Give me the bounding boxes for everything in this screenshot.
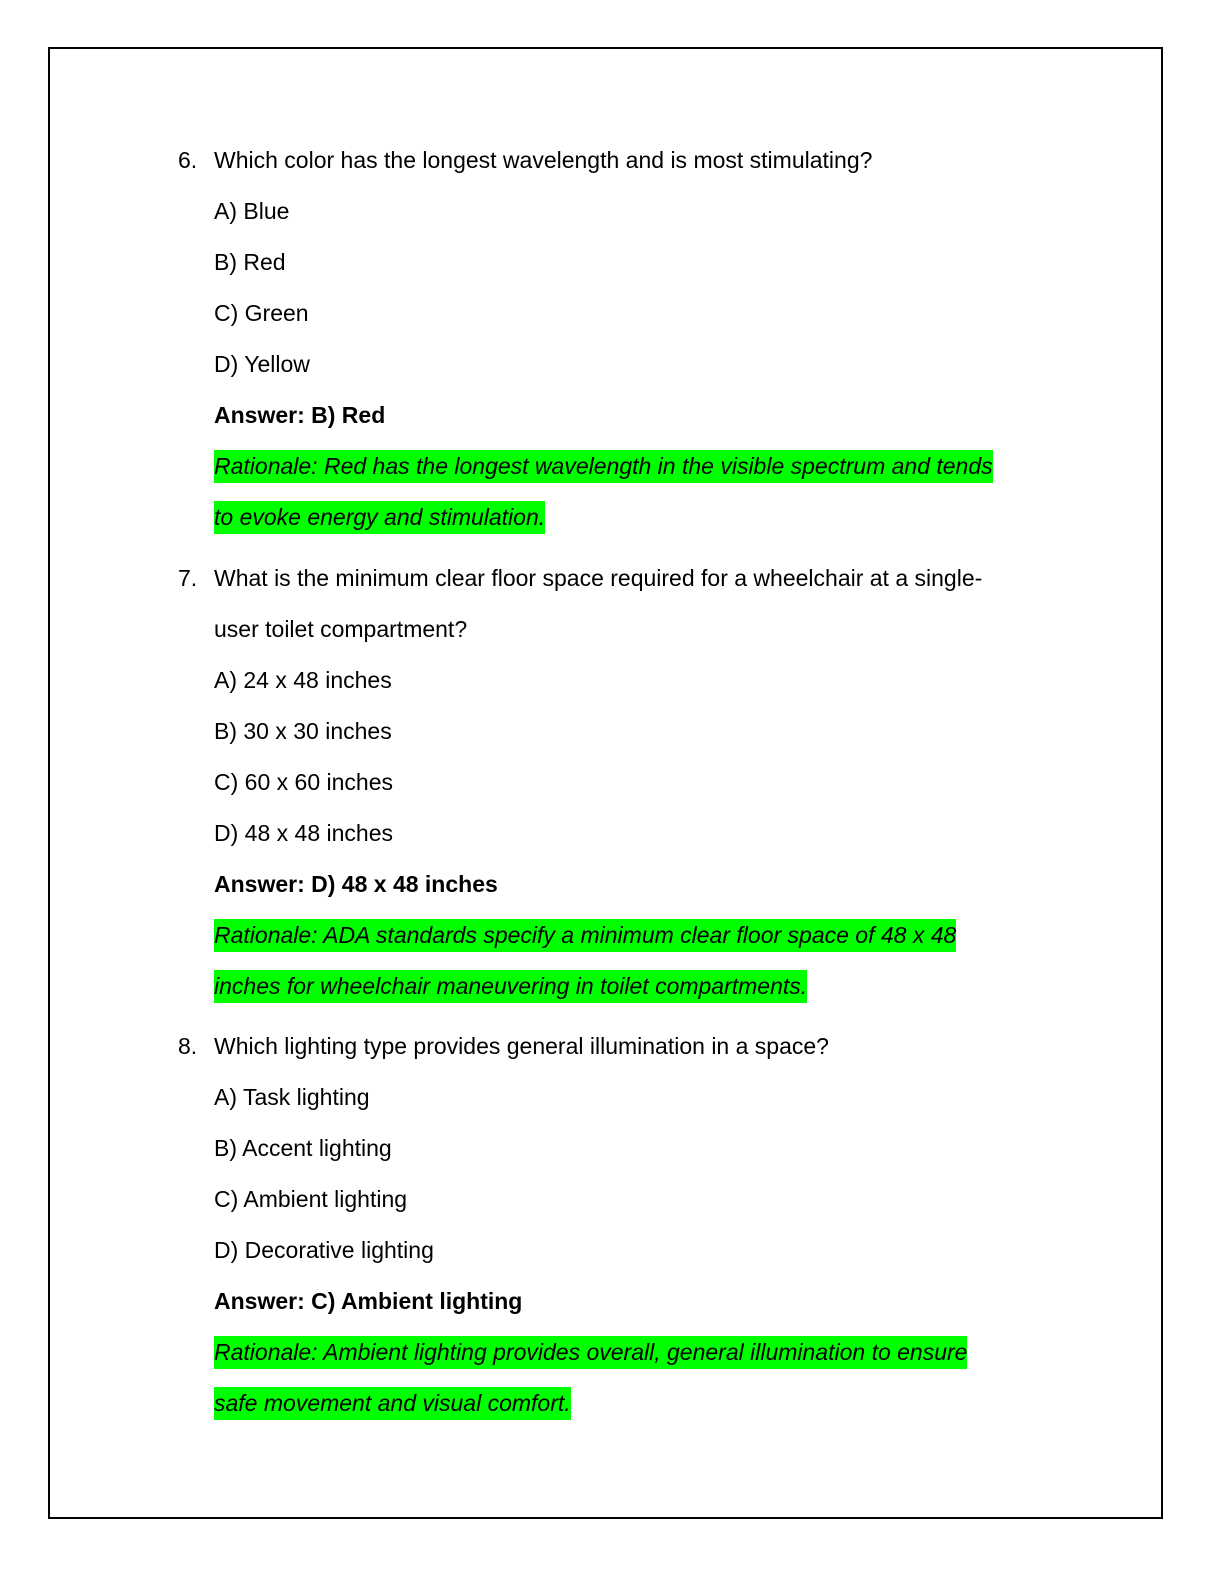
answer-text: Answer: B) Red [214, 402, 386, 428]
option-a: A) Blue [214, 198, 290, 224]
option-a: A) Task lighting [214, 1084, 370, 1110]
option-d: D) Decorative lighting [214, 1237, 434, 1263]
option-d: D) Yellow [214, 351, 310, 377]
question-7 [178, 553, 1078, 1012]
question-number: 6. [178, 147, 198, 173]
rationale-line-2 [214, 492, 1078, 543]
rationale-line-2 [214, 1378, 1078, 1429]
rationale-highlight: inches for wheelchair maneuvering in toilet compartments. [214, 970, 807, 1003]
answer-text: Answer: D) 48 x 48 inches [214, 871, 498, 897]
question-number: 7. [178, 565, 198, 591]
rationale-line-1 [214, 441, 1078, 492]
question-text-line-2: user toilet compartment? [214, 616, 468, 642]
rationale-highlight: safe movement and visual comfort. [214, 1387, 571, 1420]
option-b: B) Red [214, 249, 286, 275]
question-6 [178, 135, 1078, 543]
rationale-highlight: Rationale: Ambient lighting provides overall, general illumination to ensure [214, 1336, 967, 1369]
question-8 [178, 1021, 1078, 1429]
question-body [214, 135, 1078, 543]
option-b: B) 30 x 30 inches [214, 718, 392, 744]
rationale-highlight: Rationale: ADA standards specify a minimum clear floor space of 48 x 48 [214, 919, 956, 952]
rationale-line-1 [214, 910, 1078, 961]
question-text: Which lighting type provides general illumination in a space? [214, 1033, 829, 1059]
option-b: B) Accent lighting [214, 1135, 392, 1161]
rationale-line-2 [214, 961, 1078, 1012]
rationale-highlight: to evoke energy and stimulation. [214, 501, 545, 534]
option-d: D) 48 x 48 inches [214, 820, 393, 846]
option-a: A) 24 x 48 inches [214, 667, 392, 693]
question-body [214, 553, 1078, 1012]
question-text: Which color has the longest wavelength and is most stimulating? [214, 147, 873, 173]
question-text-line-1: What is the minimum clear floor space required for a wheelchair at a single- [214, 565, 983, 591]
option-c: C) Ambient lighting [214, 1186, 408, 1212]
rationale-line-1 [214, 1327, 1078, 1378]
rationale-highlight: Rationale: Red has the longest wavelength in the visible spectrum and tends [214, 450, 993, 483]
question-body [214, 1021, 1078, 1429]
question-number: 8. [178, 1033, 198, 1059]
option-c: C) 60 x 60 inches [214, 769, 393, 795]
answer-text: Answer: C) Ambient lighting [214, 1288, 523, 1314]
option-c: C) Green [214, 300, 309, 326]
